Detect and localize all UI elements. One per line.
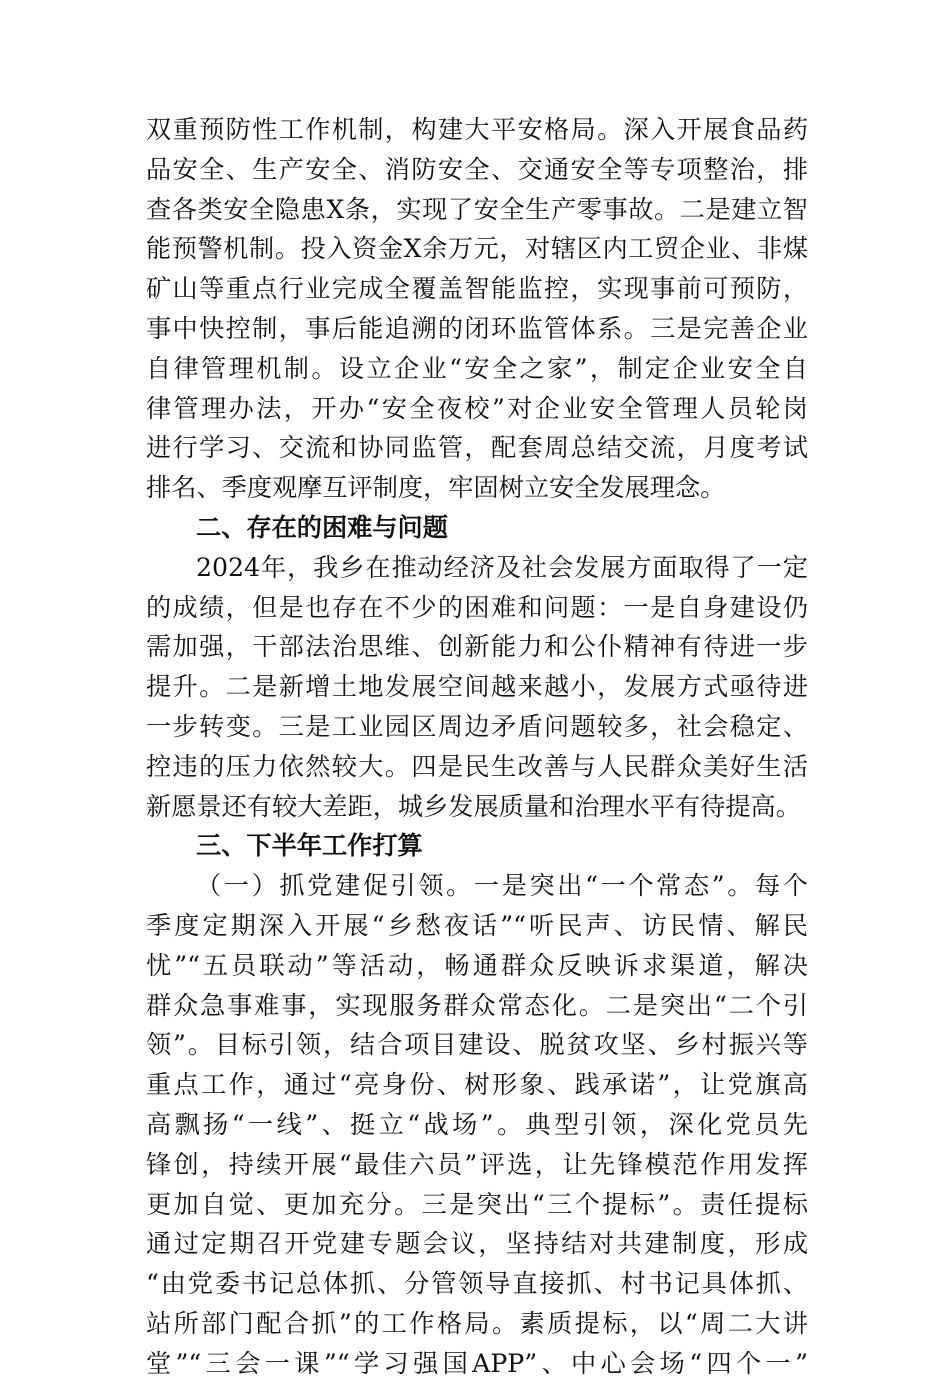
paragraph-line: 重点工作，通过“亮身份、树形象、践承诺”，让党旗高: [146, 1070, 808, 1100]
paragraph-line: 2024年，我乡在推动经济及社会发展方面取得了一定: [196, 552, 808, 582]
paragraph-line: 事中快控制，事后能追溯的闭环监管体系。三是完善企业: [146, 313, 808, 343]
paragraph-line: 高飘扬“一线”、挺立“战场”。典型引领，深化党员先: [146, 1109, 808, 1139]
paragraph-line: 季度定期深入开展“乡愁夜话”“听民声、访民情、解民: [146, 910, 808, 940]
paragraph-line: 的成绩，但是也存在不少的困难和问题：一是自身建设仍: [146, 592, 808, 622]
document-body: [146, 110, 808, 1384]
paragraph-line: 忧”“五员联动”等活动，畅通群众反映诉求渠道，解决: [146, 950, 808, 980]
paragraph-line: 控违的压力依然较大。四是民生改善与人民群众美好生活: [146, 751, 808, 781]
paragraph-line: 自律管理机制。设立企业“安全之家”，制定企业安全自: [146, 353, 808, 383]
paragraph-line: 矿山等重点行业完成全覆盖智能监控，实现事前可预防，: [146, 274, 808, 304]
paragraph-line: 律管理办法，开办“安全夜校”对企业安全管理人员轮岗: [146, 393, 808, 423]
paragraph-line: 进行学习、交流和协同监管，配套周总结交流，月度考试: [146, 433, 808, 463]
paragraph-line: 锋创，持续开展“最佳六员”评选，让先锋模范作用发挥: [146, 1149, 808, 1179]
paragraph-line: （一）抓党建促引领。一是突出“一个常态”。每个: [196, 871, 808, 901]
paragraph-line: 排名、季度观摩互评制度，牢固树立安全发展理念。: [146, 473, 726, 503]
paragraph-line: 堂”“三会一课”“学习强国APP”、中心会场“四个一”: [146, 1348, 808, 1378]
paragraph-line: 查各类安全隐患X条，实现了安全生产零事故。二是建立智: [146, 194, 808, 224]
section-heading-difficulties: 二、存在的困难与问题: [196, 512, 448, 542]
paragraph-line: 群众急事难事，实现服务群众常态化。二是突出“二个引: [146, 990, 808, 1020]
paragraph-line: 站所部门配合抓”的工作格局。素质提标，以“周二大讲: [146, 1308, 808, 1338]
paragraph-line: 需加强，干部法治思维、创新能力和公仆精神有待进一步: [146, 632, 808, 662]
paragraph-line: 更加自觉、更加充分。三是突出“三个提标”。责任提标: [146, 1189, 808, 1219]
paragraph-line: 通过定期召开党建专题会议，坚持结对共建制度，形成: [146, 1229, 808, 1259]
paragraph-line: 提升。二是新增土地发展空间越来越小，发展方式亟待进: [146, 672, 808, 702]
paragraph-line: 能预警机制。投入资金X余万元，对辖区内工贸企业、非煤: [146, 234, 808, 264]
section-heading-plans: 三、下半年工作打算: [196, 831, 423, 861]
paragraph-line: “由党委书记总体抓、分管领导直接抓、村书记具体抓、: [146, 1269, 808, 1299]
paragraph-line: 品安全、生产安全、消防安全、交通安全等专项整治，排: [146, 154, 808, 184]
paragraph-line: 一步转变。三是工业园区周边矛盾问题较多，社会稳定、: [146, 711, 808, 741]
paragraph-line: 新愿景还有较大差距，城乡发展质量和治理水平有待提高。: [146, 791, 801, 821]
paragraph-line: 双重预防性工作机制，构建大平安格局。深入开展食品药: [146, 115, 808, 144]
paragraph-line: 领”。目标引领，结合项目建设、脱贫攻坚、乡村振兴等: [146, 1030, 808, 1060]
